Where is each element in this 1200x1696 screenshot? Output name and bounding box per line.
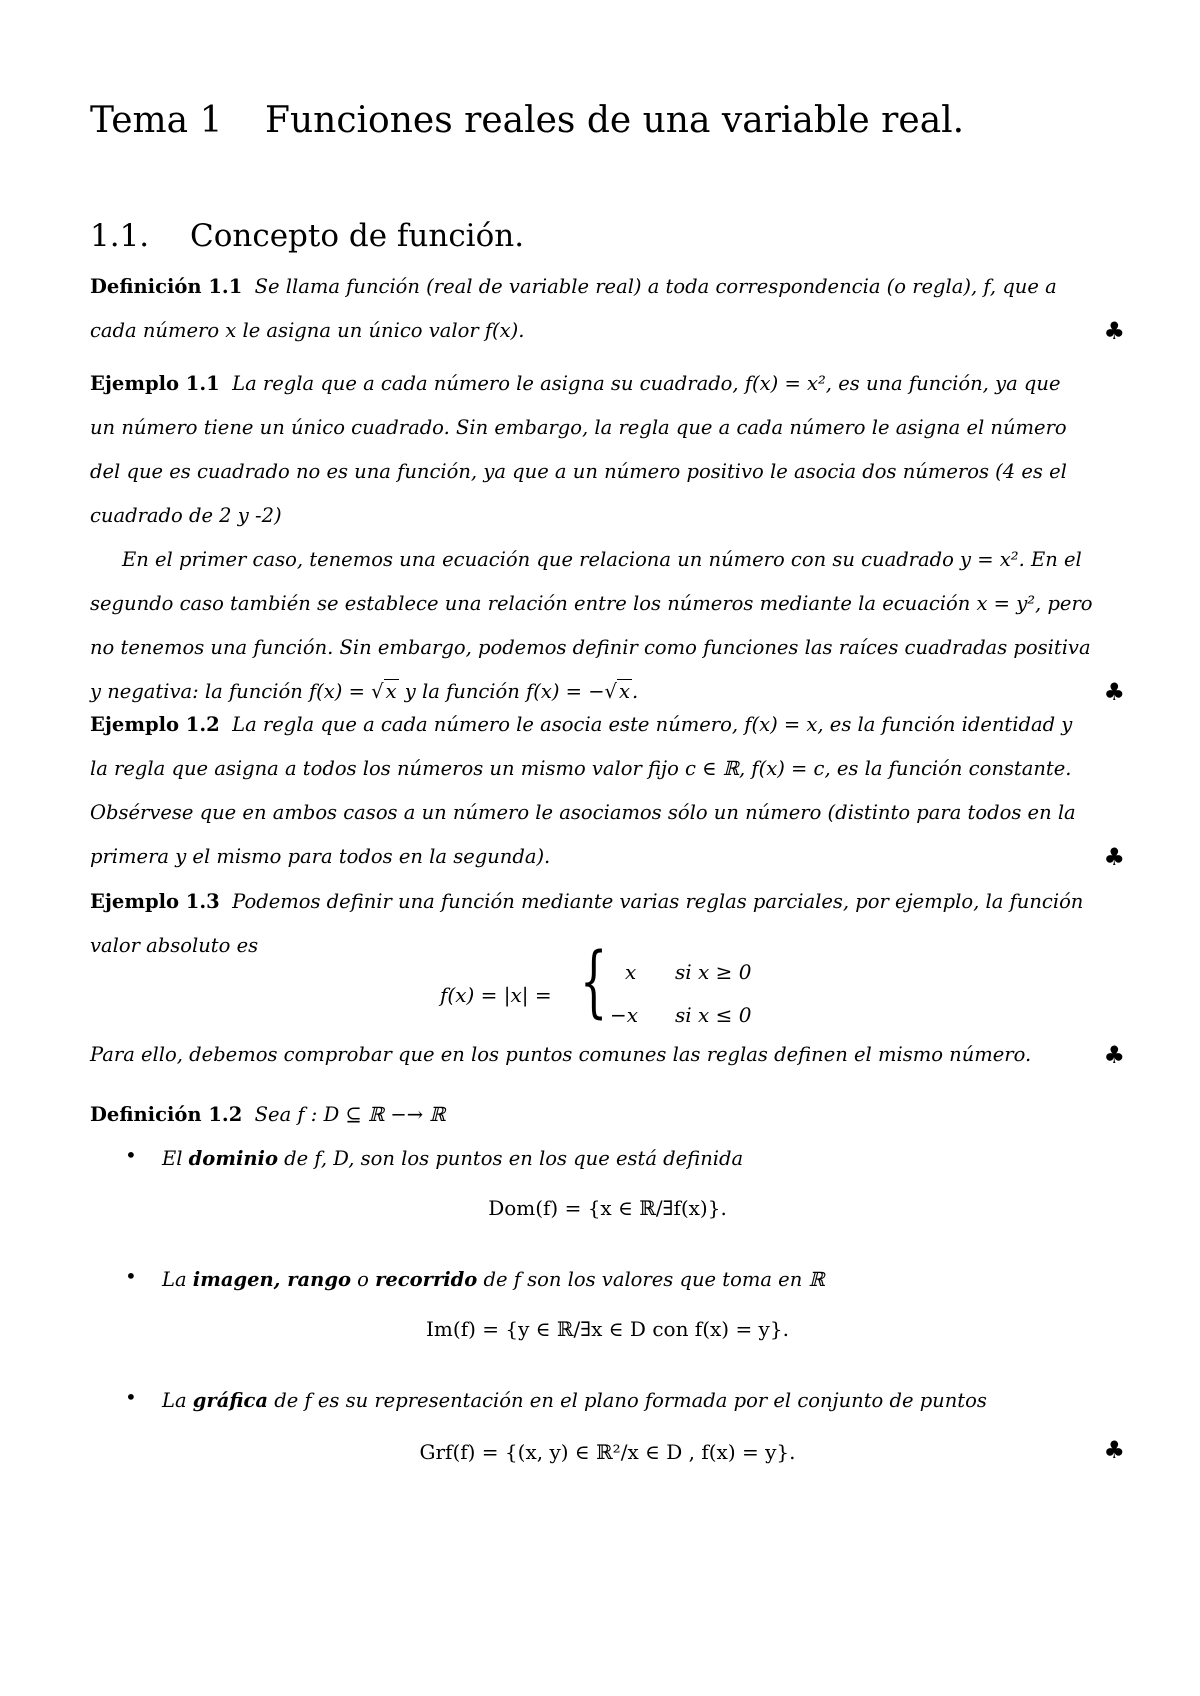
case-value: x: [625, 960, 637, 984]
example-text: primera y el mismo para todos en la segunda).: [90, 845, 551, 868]
example-text: La regla que a cada número le asocia este número, f(x) = x, es la función identidad y: [232, 713, 1073, 736]
list-item: La gráfica de f es su representación en el plano formada por el conjunto de puntos: [162, 1389, 987, 1412]
example-label: Ejemplo 1.2: [90, 713, 220, 736]
example-1-2: [90, 703, 1125, 879]
sqrt-argument: x: [618, 680, 630, 703]
club-icon: ♣: [1103, 1041, 1125, 1069]
section-title: Concepto de función.: [190, 218, 525, 254]
example-text: la regla que asigna a todos los números un mismo valor fijo c ∈ ℝ, f(x) = c, es la función constante.: [90, 757, 1072, 780]
example-text: En el primer caso, tenemos una ecuación que relaciona un número con su cuadrado y = x². En el: [122, 548, 1082, 571]
club-icon: ♣: [1103, 678, 1125, 706]
example-1-3-closing: [90, 1033, 1125, 1077]
brace-symbol: {: [580, 937, 608, 1027]
sqrt-argument: x: [385, 680, 397, 703]
case-condition: si x ≤ 0: [675, 1003, 752, 1027]
case-condition: si x ≥ 0: [675, 960, 752, 984]
example-text-sqrt-line: y negativa: la función f(x) = √ x y la función f(x) = −√ x . ♣: [90, 670, 1125, 714]
section-heading: [90, 218, 524, 254]
chapter-title: Funciones reales de una variable real.: [265, 100, 965, 141]
club-icon: ♣: [1103, 1436, 1125, 1464]
list-item: El dominio de f, D, son los puntos en los que está definida: [162, 1147, 744, 1170]
example-text: segundo caso también se establece una relación entre los números mediante la ecuación x = y², pero: [90, 592, 1093, 615]
equation-lhs: f(x) = |x| =: [440, 983, 552, 1007]
example-text: y negativa: la función f(x) =: [90, 680, 372, 703]
term-bold: recorrido: [375, 1268, 478, 1291]
club-icon: ♣: [1103, 317, 1125, 345]
example-text: del que es cuadrado no es una función, ya que a un número positivo le asocia dos números (4 es el: [90, 460, 1067, 483]
example-1-3: [90, 880, 1125, 968]
definition-label: Definición 1.2: [90, 1103, 243, 1126]
example-text: Para ello, debemos comprobar que en los puntos comunes las reglas definen el mismo número.: [90, 1043, 1032, 1066]
term-bold: imagen, rango: [192, 1268, 351, 1291]
chapter-number: Tema 1: [90, 100, 223, 141]
example-text: y la función f(x) = −: [398, 680, 605, 703]
term-bold: dominio: [188, 1147, 278, 1170]
definition-text: Sea f : D ⊆ ℝ −→ ℝ: [254, 1103, 446, 1126]
equation-domain: Dom(f) = {x ∈ ℝ/∃f(x)}.: [488, 1196, 727, 1220]
section-number: 1.1.: [90, 218, 150, 254]
bullet-icon: •: [125, 1143, 137, 1167]
example-text: .: [631, 680, 639, 703]
example-text: cuadrado de 2 y -2): [90, 504, 282, 527]
chapter-heading: [90, 100, 964, 141]
case-value: −x: [610, 1003, 639, 1027]
bullet-icon: •: [125, 1385, 137, 1409]
bullet-icon: •: [125, 1264, 137, 1288]
definition-label: Definición 1.1: [90, 275, 243, 298]
equation-graph: Grf(f) = {(x, y) ∈ ℝ²/x ∈ D , f(x) = y}.: [419, 1440, 796, 1464]
definition-text: cada número x le asigna un único valor f(x).: [90, 319, 525, 342]
definition-1-2: [90, 1093, 1125, 1137]
example-1-1: [90, 362, 1125, 714]
equation-image: Im(f) = {y ∈ ℝ/∃x ∈ D con f(x) = y}.: [426, 1317, 789, 1341]
example-label: Ejemplo 1.3: [90, 890, 220, 913]
example-label: Ejemplo 1.1: [90, 372, 220, 395]
definition-text: Se llama función (real de variable real) a toda correspondencia (o regla), f, que a: [254, 275, 1057, 298]
term-bold: gráfica: [192, 1389, 269, 1412]
club-icon: ♣: [1103, 843, 1125, 871]
definition-1-1: [90, 265, 1125, 353]
example-text: valor absoluto es: [90, 934, 259, 957]
example-text: Obsérvese que en ambos casos a un número le asociamos sólo un número (distinto para todos en la: [90, 801, 1076, 824]
example-text: La regla que a cada número le asigna su cuadrado, f(x) = x², es una función, ya que: [232, 372, 1061, 395]
example-text: un número tiene un único cuadrado. Sin embargo, la regla que a cada número le asigna el número: [90, 416, 1067, 439]
list-item: La imagen, rango o recorrido de f son los valores que toma en ℝ: [162, 1268, 825, 1291]
example-text: no tenemos una función. Sin embargo, podemos definir como funciones las raíces cuadradas positiva: [90, 636, 1091, 659]
example-text: Podemos definir una función mediante varias reglas parciales, por ejemplo, la función: [232, 890, 1084, 913]
